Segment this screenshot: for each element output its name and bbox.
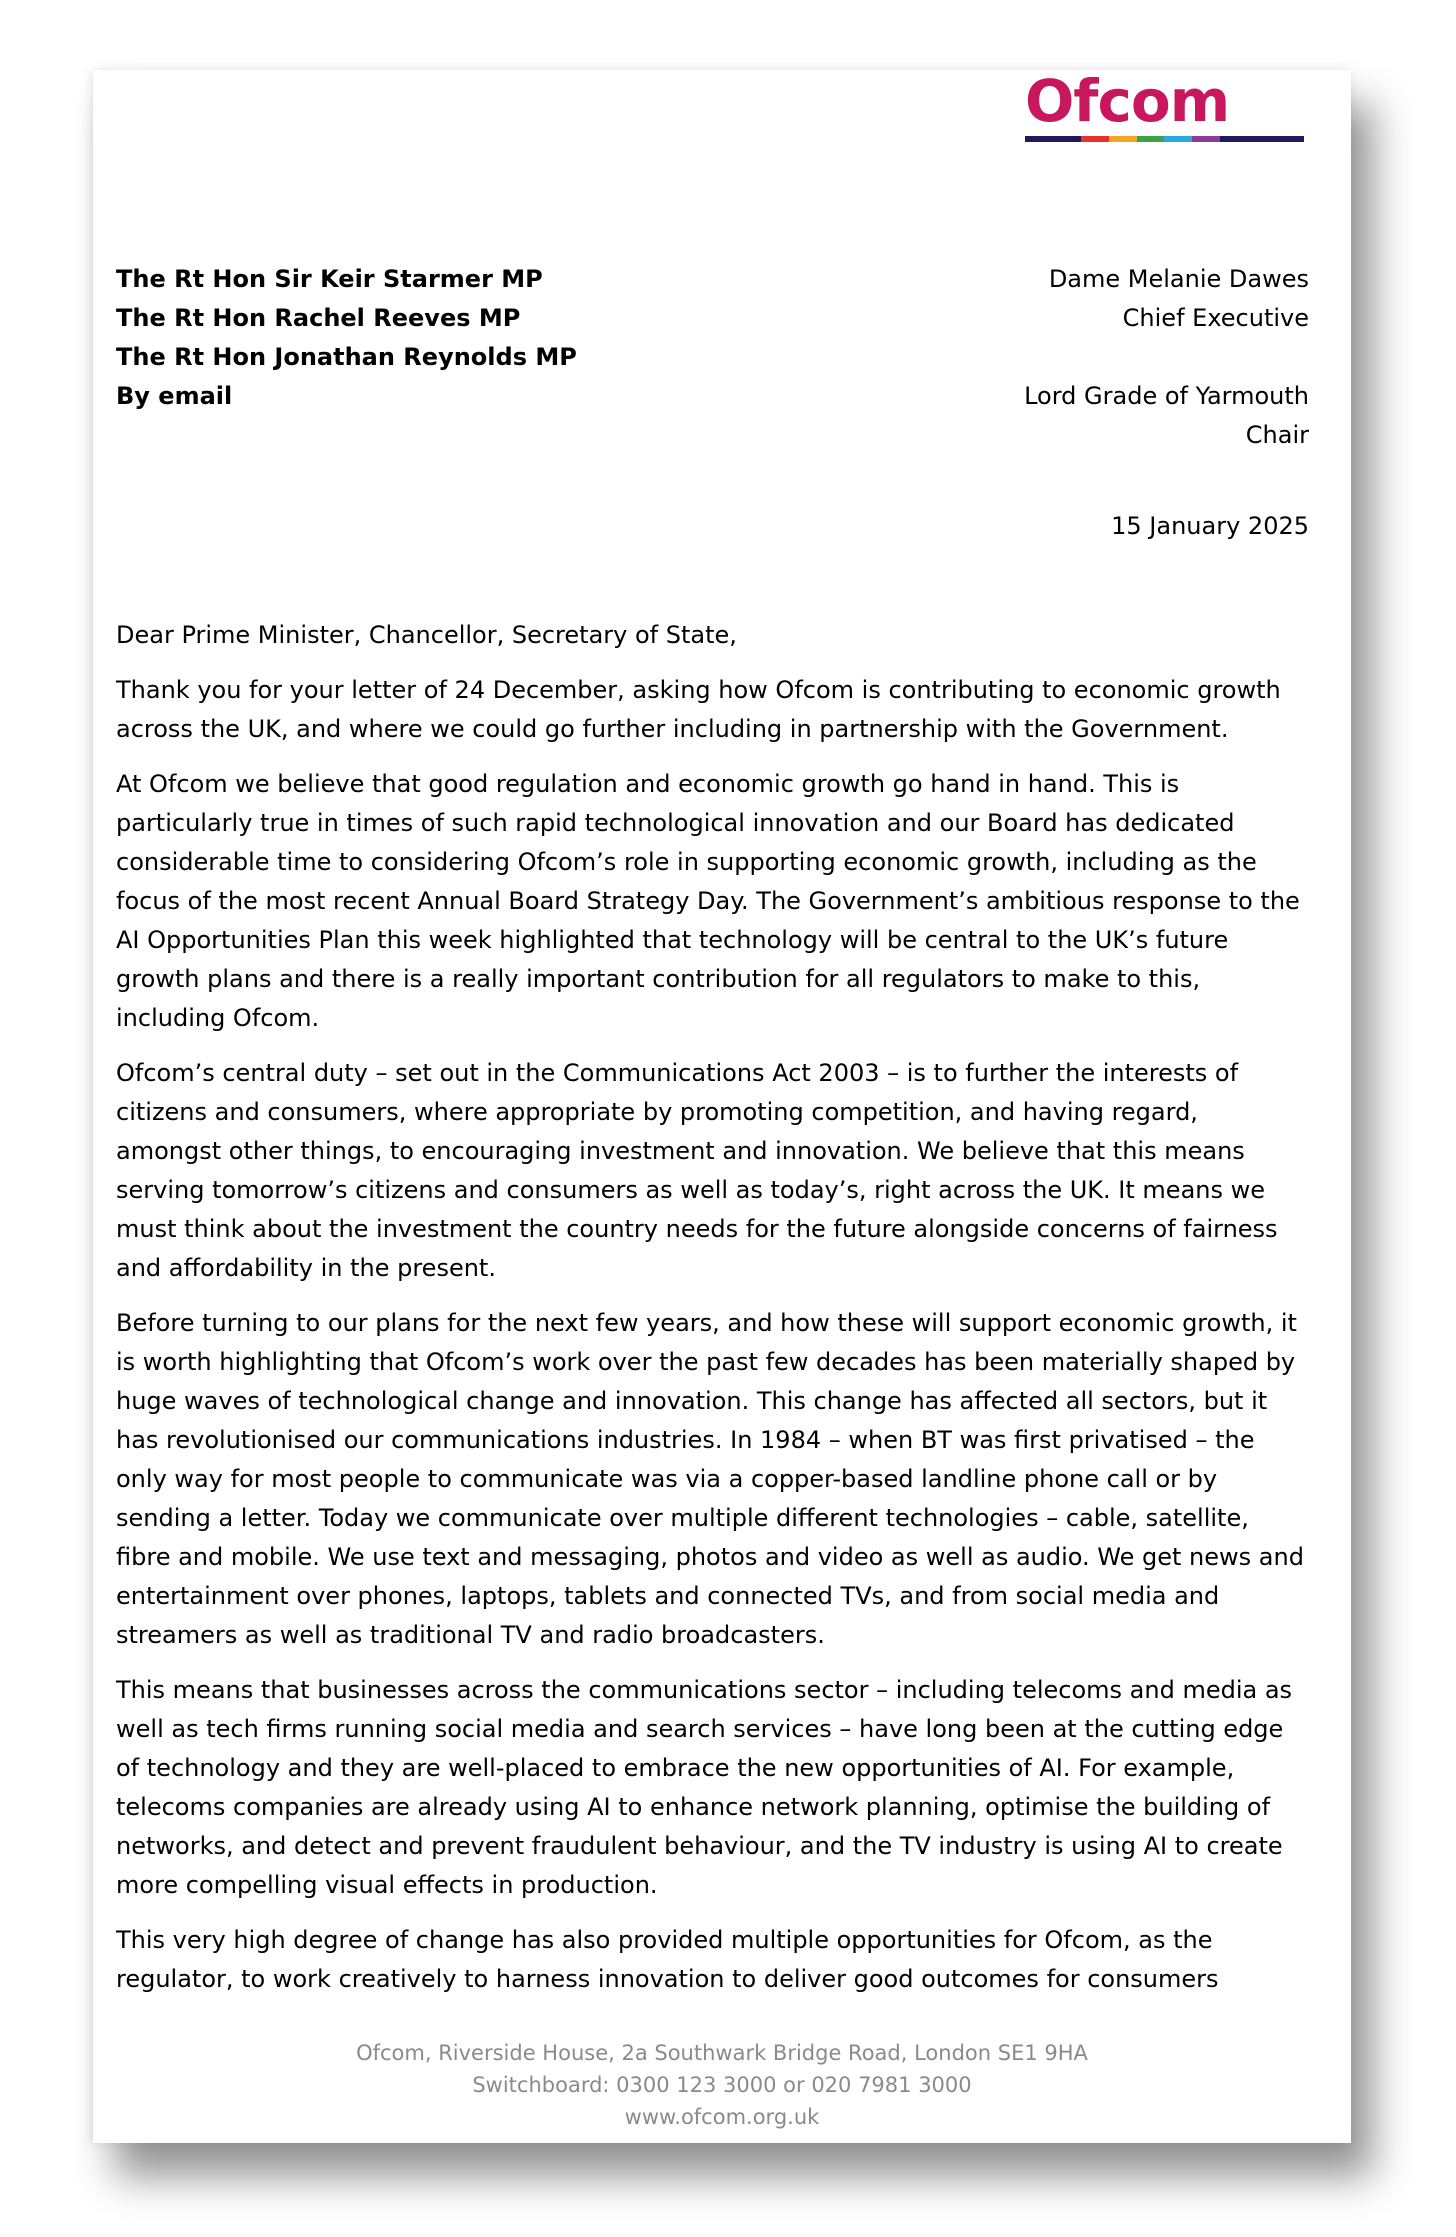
logo-bar-segment <box>1025 136 1053 142</box>
sender-name: Lord Grade of Yarmouth <box>1024 382 1309 410</box>
sender-title: Chief Executive <box>1122 304 1309 332</box>
logo-bar-segment <box>1192 136 1220 142</box>
logo-bar-segment <box>1276 136 1304 142</box>
sender-title: Chair <box>1245 421 1309 449</box>
logo-color-bar <box>1025 136 1304 142</box>
sender-block <box>1024 260 1309 455</box>
ofcom-logo <box>1025 67 1305 148</box>
salutation: Dear Prime Minister, Chancellor, Secretary of State, <box>116 621 737 649</box>
logo-bar-segment <box>1081 136 1109 142</box>
body-paragraph: Before turning to our plans for the next few years, and how these will support economic growth, it is worth highlighting that Ofcom’s work over the past few decades has been materially shaped by huge waves of technological change and innovation. This change has affected all sectors, but it has revolutionised our communications industries. In 1984 – when BT was first privatised – the only way for most people to communicate was via a copper-based landline phone call or by sending a letter. Today we communicate over multiple different technologies – cable, satellite, fibre and mobile. We use text and messaging, photos and video as well as audio. We get news and entertainment over phones, laptops, tablets and connected TVs, and from social media and streamers as well as traditional TV and radio broadcasters. <box>116 1309 1304 1649</box>
logo-bar-segment <box>1109 136 1137 142</box>
sender-name: Dame Melanie Dawes <box>1048 265 1309 293</box>
footer-website-link[interactable]: www.ofcom.org.uk <box>624 2105 820 2129</box>
recipient-line: By email <box>116 382 233 410</box>
body-paragraph: This means that businesses across the communications sector – including telecoms and media as well as tech firms running social media and search services – have long been at the cutting edge of technology and they are well-placed to embrace the new opportunities of AI. For example, telecoms companies are already using AI to enhance network planning, optimise the building of networks, and detect and prevent fraudulent behaviour, and the TV industry is using AI to create more compelling visual effects in production. <box>116 1676 1293 1899</box>
letter-page <box>93 67 1351 2143</box>
logo-wordmark: Ofcom <box>1025 67 1230 135</box>
logo-bar-segment <box>1053 136 1081 142</box>
footer-address: Ofcom, Riverside House, 2a Southwark Bridge Road, London SE1 9HA <box>356 2041 1088 2065</box>
footer-switchboard: Switchboard: 0300 123 3000 or 020 7981 3000 <box>472 2073 972 2097</box>
logo-bar-segment <box>1164 136 1192 142</box>
logo-bar-segment <box>1248 136 1276 142</box>
letter-footer <box>93 2037 1351 2133</box>
letter-date: 15 January 2025 <box>1111 512 1309 540</box>
logo-bar-segment <box>1220 136 1248 142</box>
body-paragraph: This very high degree of change has also provided multiple opportunities for Ofcom, as the regulator, to work creatively to harness innovation to deliver good outcomes for consumers <box>116 1926 1219 1993</box>
recipient-block <box>116 260 577 416</box>
body-paragraph: Thank you for your letter of 24 December, asking how Ofcom is contributing to economic growth across the UK, and where we could go further including in partnership with the Government. <box>116 676 1281 743</box>
logo-bar-segment <box>1137 136 1165 142</box>
body-paragraph: At Ofcom we believe that good regulation and economic growth go hand in hand. This is particularly true in times of such rapid technological innovation and our Board has dedicated considerable time to considering Ofcom’s role in supporting economic growth, including as the focus of the most recent Annual Board Strategy Day. The Government’s ambitious response to the AI Opportunities Plan this week highlighted that technology will be central to the UK’s future growth plans and there is a really important contribution for all regulators to make to this, including Ofcom. <box>116 770 1300 1032</box>
recipient-line: The Rt Hon Jonathan Reynolds MP <box>116 343 577 371</box>
recipient-line: The Rt Hon Sir Keir Starmer MP <box>116 265 543 293</box>
body-paragraph: Ofcom’s central duty – set out in the Communications Act 2003 – is to further the interests of citizens and consumers, where appropriate by promoting competition, and having regard, amongst other things, to encouraging investment and innovation. We believe that this means serving tomorrow’s citizens and consumers as well as today’s, right across the UK. It means we must think about the investment the country needs for the future alongside concerns of fairness and affordability in the present. <box>116 1059 1278 1282</box>
letter-body <box>116 616 1309 2015</box>
recipient-line: The Rt Hon Rachel Reeves MP <box>116 304 521 332</box>
